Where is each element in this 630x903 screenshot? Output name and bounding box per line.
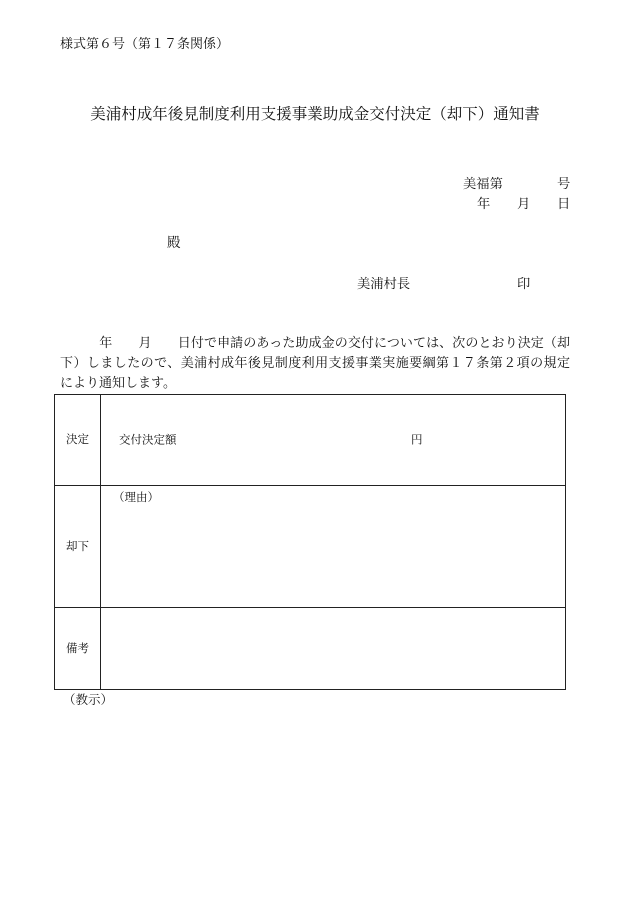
reference-number-suffix: 号: [557, 177, 571, 192]
issuer-seal-mark: 印: [517, 277, 531, 292]
body-line-2: 下）しましたので、美浦村成年後見制度利用支援事業実施要綱第１７条第２項の規定: [60, 356, 570, 371]
date-day-label: 日: [557, 197, 571, 212]
document-title: 美浦村成年後見制度利用支援事業助成金交付決定（却下）通知書: [90, 105, 540, 123]
remarks-label: 備考: [55, 608, 101, 689]
addressee-honorific: 殿: [167, 235, 181, 251]
date-year-label: 年: [477, 197, 491, 212]
decision-row: [55, 395, 565, 486]
rejection-row: [55, 486, 565, 608]
decision-table: [54, 394, 566, 690]
body-line-1: 年 月 日付で申請のあった助成金の交付については、次のとおり決定（却: [60, 336, 570, 351]
currency-unit: 円: [411, 432, 423, 447]
decision-label: 決定: [55, 395, 101, 485]
instruction-label: （教示）: [63, 692, 114, 707]
reason-label: （理由）: [113, 490, 159, 504]
issuer-name: 美浦村長: [357, 277, 411, 292]
rejection-cell: [101, 486, 565, 607]
remarks-cell: [101, 608, 565, 689]
grant-amount-label: 交付決定額: [119, 432, 177, 447]
date-month-label: 月: [517, 197, 531, 212]
form-number: 様式第６号（第１７条関係）: [60, 37, 230, 52]
remarks-row: [55, 608, 565, 689]
reference-number-prefix: 美福第: [463, 177, 503, 192]
rejection-label: 却下: [55, 486, 101, 607]
decision-cell: [101, 395, 565, 485]
body-line-3: により通知します。: [60, 376, 176, 391]
